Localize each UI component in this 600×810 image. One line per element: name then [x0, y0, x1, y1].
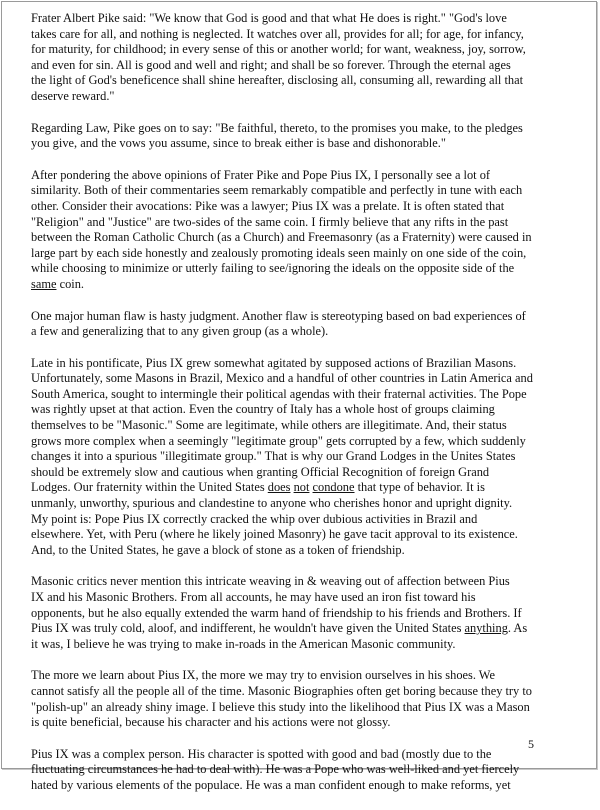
paragraph-pike-law [31, 121, 561, 152]
paragraph-text: that type of behavior. It is unmanly, unworthy, spurious and clandestine to anyone who cherishes honor and upright dignity. My point is: Pope Pius IX correctly cracked the whip over dubious activities in Brazil and elsewhere. Yet, with Peru (where he likely joined Masonry) he gave tacit approval to its existence. And, to the United States, he gave a block of stone as a token of friendship. [31, 480, 518, 557]
paragraph-text: Pius IX was a complex person. His character is spotted with good and bad (mostly due to the fluctuating circumstances he had to deal with). He was a Pope who was well-liked and yet fiercely hated by various elements of the populace. He was a man confident enough to make reforms, yet [31, 746, 520, 792]
document-page [1, 1, 597, 792]
paragraph-human-flaw [31, 309, 561, 340]
paragraph-text: Frater Albert Pike said: "We know that God is good and that what He does is right." "God's love takes care for all, and nothing is neglected. It watches over all, provides for all; for age, for infancy, for maturity, for childhood; in every sense of this or another world; for want, weakness, joy, sorrow, and even for sin. All is good and well and right; and shall be so forever. Through the eternal ages the light of God's beneficence shall shine hereafter, disclosing all, consuming all, rewarding all that deserve reward." [31, 11, 526, 103]
underlined-word: condone [312, 480, 355, 495]
paragraph-text: . As it was, I believe he was trying to make in-roads in the American Masonic community. [31, 621, 528, 651]
paragraph-similarity [31, 168, 561, 293]
paragraph-text: After pondering the above opinions of Frater Pike and Pope Pius IX, I personally see a lot of similarity. Both of their commentaries seem remarkably compatible and perfectly in tune with each other. Consider their avocations: Pike was a lawyer; Pius IX was a prelate. It is often stated that "Religion" and "Justice" are two-sides of the same coin. I firmly believe that any rifts in the past between the Roman Catholic Church (as a Church) and Freemasonry (as a Fraternity) were caused in large part by each side honestly and zealously promoting ideals seen mainly on one side of the coin, while choosing to minimize or utterly failing to see/ignoring the ideals on the opposite side of the [31, 167, 532, 276]
underlined-word: anything [464, 621, 508, 636]
paragraph-text: Late in his pontificate, Pius IX grew somewhat agitated by supposed actions of Brazilian Masons. Unfortunately, some Masons in Brazil, Mexico and a handful of other countries in Latin America and South America, sought to intermingle their political agendas with their fraternal activities. The Pope was rightly upset at that action. Even the country of Italy has a whole host of groups claiming themselves to be "Masonic." Some are legitimate, while others are illegitimate. And, their status grows more complex when a seemingly "legitimate group" gets corrupted by a few, which suddenly changes it into a spurious "illegitimate group." That is why our Grand Lodges in the Unites States should be extremely slow and cautious when granting Official Recognition of foreign Grand Lodges. Our fraternity within the United States [31, 355, 533, 495]
paragraph-learn-more [31, 668, 561, 730]
paragraph-text: One major human flaw is hasty judgment. Another flaw is stereotyping based on bad experiences of a few and generalizing that to any given group (as a whole). [31, 308, 526, 339]
underlined-word: same [31, 276, 57, 291]
paragraph-text: The more we learn about Pius IX, the more we may try to envision ourselves in his shoes. We cannot satisfy all the people all of the time. Masonic Biographies often get boring because they try to "polish-up" an already shiny image. I believe this study into the likelihood that Pius IX was a Mason is quite beneficial, because his character and his actions were not glossy. [31, 668, 532, 730]
underlined-word: not [293, 480, 310, 495]
page-body [31, 11, 561, 810]
paragraph-critics [31, 574, 561, 652]
paragraph-brazil [31, 356, 561, 559]
underlined-word: does [267, 480, 291, 495]
paragraph-complex-person [31, 747, 561, 794]
page-number: 5 [528, 737, 534, 751]
paragraph-text: coin. [56, 276, 84, 291]
paragraph-pike-quote [31, 11, 561, 105]
paragraph-text: Masonic critics never mention this intricate weaving in & weaving out of affection between Pius IX and his Masonic Brothers. From all accounts, he may have used an iron fist toward his opponents, but he also equally extended the warm hand of friendship to his friends and Brothers. If Pius IX was truly cold, aloof, and indifferent, he wouldn't have given the United States [31, 574, 522, 636]
paragraph-text: Regarding Law, Pike goes on to say: "Be faithful, thereto, to the promises you make, to the pledges you give, and the vows you assume, since to break either is base and dishonorable." [31, 120, 523, 151]
